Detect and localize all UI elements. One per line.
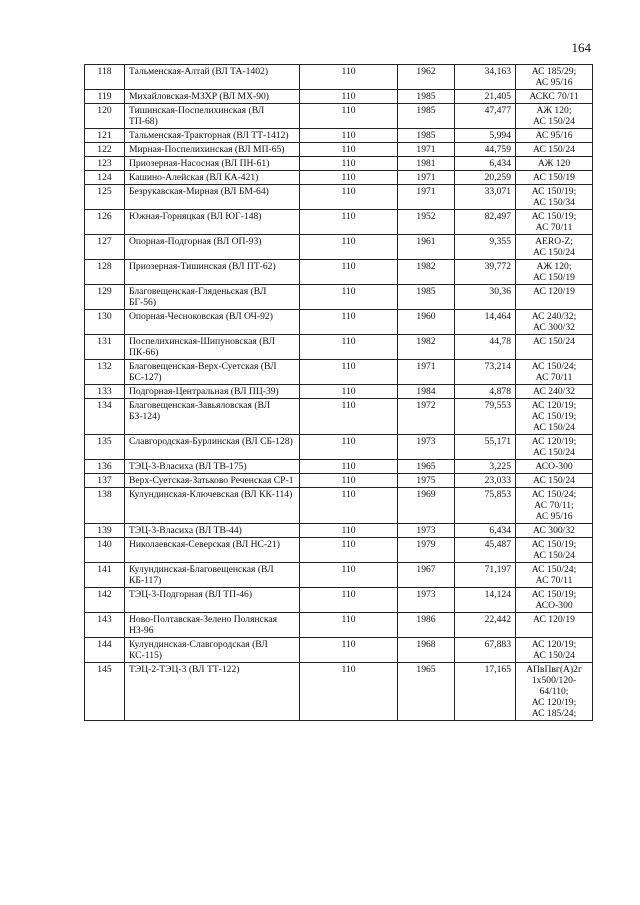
- table-row: [85, 157, 593, 171]
- voltage-cell: 110: [300, 260, 398, 285]
- length-cell: 67,883: [455, 638, 516, 663]
- table-row: [85, 185, 593, 210]
- wire-type-line: АС 70/11: [535, 222, 573, 233]
- wire-type-cell: [516, 185, 593, 210]
- line-name-cell: ТЭЦ-3-Подгорная (ВЛ ТП-46): [125, 588, 300, 613]
- line-name-cell: Ново-Полтавская-Зелено Полянская НЗ-96: [125, 613, 300, 638]
- table-row: [85, 524, 593, 538]
- voltage-cell: 110: [300, 663, 398, 721]
- voltage-cell: 110: [300, 538, 398, 563]
- wire-type-line: АС 120/19;: [531, 400, 577, 411]
- year-cell: 1969: [398, 488, 455, 524]
- wire-type-line: AERO-Z;: [535, 236, 573, 247]
- wire-type-cell: [516, 171, 593, 185]
- wire-type-cell: [516, 104, 593, 129]
- row-number-cell: 131: [85, 335, 125, 360]
- wire-type-line: АС 120/19: [533, 286, 575, 297]
- year-cell: 1971: [398, 143, 455, 157]
- wire-type-line: АС 185/29;: [531, 66, 577, 77]
- wire-type-line: АЖ 120;: [536, 105, 572, 116]
- voltage-cell: 110: [300, 185, 398, 210]
- row-number-cell: 118: [85, 65, 125, 90]
- wire-type-line: АС 150/19;: [531, 186, 577, 197]
- row-number-cell: 143: [85, 613, 125, 638]
- voltage-cell: 110: [300, 235, 398, 260]
- line-name-cell: Кашино-Алейская (ВЛ КА-421): [125, 171, 300, 185]
- voltage-cell: 110: [300, 129, 398, 143]
- wire-type-line: АПвПвг(А)2г: [526, 664, 582, 675]
- year-cell: 1972: [398, 399, 455, 435]
- wire-type-cell: [516, 235, 593, 260]
- wire-type-line: АС 150/24: [533, 247, 575, 258]
- wire-type-line: АЖ 120;: [536, 261, 572, 272]
- length-cell: 6,434: [455, 157, 516, 171]
- voltage-cell: 110: [300, 474, 398, 488]
- voltage-cell: 110: [300, 524, 398, 538]
- table-row: [85, 613, 593, 638]
- voltage-cell: 110: [300, 285, 398, 310]
- line-name-cell: Приозерная-Тишинская (ВЛ ПТ-62): [125, 260, 300, 285]
- year-cell: 1962: [398, 65, 455, 90]
- line-name-cell: Михайловская-МЗХР (ВЛ МХ-90): [125, 90, 300, 104]
- row-number-cell: 142: [85, 588, 125, 613]
- length-cell: 44,759: [455, 143, 516, 157]
- year-cell: 1985: [398, 129, 455, 143]
- year-cell: 1985: [398, 104, 455, 129]
- wire-type-line: АСО-300: [535, 461, 573, 472]
- wire-type-cell: [516, 474, 593, 488]
- table-row: [85, 210, 593, 235]
- wire-type-line: АС 150/24: [533, 336, 575, 347]
- length-cell: 79,553: [455, 399, 516, 435]
- length-cell: 55,171: [455, 435, 516, 460]
- row-number-cell: 128: [85, 260, 125, 285]
- wire-type-line: АС 150/19;: [531, 211, 577, 222]
- wire-type-line: АС 150/24;: [531, 564, 577, 575]
- wire-type-cell: [516, 157, 593, 171]
- line-name-cell: Благовещенская-Верх-Суетская (ВЛ БС-127): [125, 360, 300, 385]
- wire-type-cell: [516, 360, 593, 385]
- row-number-cell: 138: [85, 488, 125, 524]
- voltage-cell: 110: [300, 90, 398, 104]
- wire-type-cell: [516, 310, 593, 335]
- length-cell: 82,497: [455, 210, 516, 235]
- voltage-cell: 110: [300, 563, 398, 588]
- length-cell: 21,405: [455, 90, 516, 104]
- wire-type-cell: [516, 65, 593, 90]
- length-cell: 14,124: [455, 588, 516, 613]
- wire-type-line: АС 150/24;: [531, 489, 577, 500]
- wire-type-line: АЖ 120: [537, 158, 571, 169]
- length-cell: 14,464: [455, 310, 516, 335]
- length-cell: 9,355: [455, 235, 516, 260]
- wire-type-cell: [516, 399, 593, 435]
- row-number-cell: 140: [85, 538, 125, 563]
- wire-type-cell: [516, 588, 593, 613]
- length-cell: 20,259: [455, 171, 516, 185]
- year-cell: 1965: [398, 460, 455, 474]
- wire-type-cell: [516, 129, 593, 143]
- wire-type-line: АС 150/24: [533, 422, 575, 433]
- power-lines-table: [84, 64, 593, 721]
- length-cell: 6,434: [455, 524, 516, 538]
- wire-type-line: АС 150/19;: [531, 411, 577, 422]
- row-number-cell: 130: [85, 310, 125, 335]
- year-cell: 1967: [398, 563, 455, 588]
- row-number-cell: 134: [85, 399, 125, 435]
- line-name-cell: Тальменская-Тракторная (ВЛ ТТ-1412): [125, 129, 300, 143]
- row-number-cell: 132: [85, 360, 125, 385]
- page-number: 164: [571, 40, 591, 55]
- wire-type-cell: [516, 260, 593, 285]
- row-number-cell: 145: [85, 663, 125, 721]
- table-row: [85, 171, 593, 185]
- length-cell: 33,071: [455, 185, 516, 210]
- wire-type-line: АС 120/19;: [531, 436, 577, 447]
- table-row: [85, 399, 593, 435]
- line-name-cell: Кулундинская-Ключевская (ВЛ КК-114): [125, 488, 300, 524]
- wire-type-cell: [516, 285, 593, 310]
- table-row: [85, 90, 593, 104]
- line-name-cell: ТЭЦ-2-ТЭЦ-3 (ВЛ ТТ-122): [125, 663, 300, 721]
- wire-type-cell: [516, 524, 593, 538]
- row-number-cell: 126: [85, 210, 125, 235]
- year-cell: 1979: [398, 538, 455, 563]
- table-row: [85, 235, 593, 260]
- row-number-cell: 123: [85, 157, 125, 171]
- table-row: [85, 563, 593, 588]
- wire-type-cell: [516, 90, 593, 104]
- line-name-cell: Подгорная-Центральная (ВЛ ПЦ-39): [125, 385, 300, 399]
- voltage-cell: 110: [300, 65, 398, 90]
- wire-type-cell: [516, 143, 593, 157]
- wire-type-line: АС 95/16: [535, 511, 573, 522]
- wire-type-cell: [516, 210, 593, 235]
- row-number-cell: 125: [85, 185, 125, 210]
- line-name-cell: Приозерная-Насосная (ВЛ ПН-61): [125, 157, 300, 171]
- voltage-cell: 110: [300, 171, 398, 185]
- year-cell: 1982: [398, 260, 455, 285]
- table-row: [85, 474, 593, 488]
- year-cell: 1986: [398, 613, 455, 638]
- wire-type-line: АС 120/19;: [531, 639, 577, 650]
- wire-type-line: АС 70/11: [535, 372, 573, 383]
- voltage-cell: 110: [300, 613, 398, 638]
- voltage-cell: 110: [300, 360, 398, 385]
- wire-type-cell: [516, 613, 593, 638]
- voltage-cell: 110: [300, 588, 398, 613]
- row-number-cell: 124: [85, 171, 125, 185]
- wire-type-line: АС 240/32;: [531, 311, 577, 322]
- year-cell: 1985: [398, 285, 455, 310]
- length-cell: 4,878: [455, 385, 516, 399]
- line-name-cell: ТЭЦ-3-Власиха (ВЛ ТВ-44): [125, 524, 300, 538]
- length-cell: 30,36: [455, 285, 516, 310]
- table-row: [85, 538, 593, 563]
- length-cell: 22,442: [455, 613, 516, 638]
- row-number-cell: 129: [85, 285, 125, 310]
- line-name-cell: Южная-Горняцкая (ВЛ ЮГ-148): [125, 210, 300, 235]
- voltage-cell: 110: [300, 385, 398, 399]
- wire-type-line: АС 150/19: [533, 272, 575, 283]
- wire-type-line: АС 150/24: [533, 144, 575, 155]
- wire-type-line: АС 120/19;: [531, 697, 577, 708]
- line-name-cell: Благовещенская-Гляденьская (ВЛ БГ-56): [125, 285, 300, 310]
- wire-type-cell: [516, 435, 593, 460]
- year-cell: 1985: [398, 90, 455, 104]
- row-number-cell: 127: [85, 235, 125, 260]
- line-name-cell: Тальменская-Алтай (ВЛ ТА-1402): [125, 65, 300, 90]
- table-row: [85, 360, 593, 385]
- voltage-cell: 110: [300, 157, 398, 171]
- line-name-cell: ТЭЦ-3-Власиха (ВЛ ТВ-175): [125, 460, 300, 474]
- row-number-cell: 133: [85, 385, 125, 399]
- wire-type-cell: [516, 335, 593, 360]
- line-name-cell: Опорная-Чесноковская (ВЛ ОЧ-92): [125, 310, 300, 335]
- table-row: [85, 663, 593, 721]
- length-cell: 17,165: [455, 663, 516, 721]
- table-row: [85, 260, 593, 285]
- wire-type-line: АСКС 70/11: [529, 91, 579, 102]
- line-name-cell: Кулундинская-Славгородская (ВЛ КС-115): [125, 638, 300, 663]
- wire-type-line: АС 150/34: [533, 197, 575, 208]
- wire-type-cell: [516, 538, 593, 563]
- table-row: [85, 143, 593, 157]
- year-cell: 1971: [398, 185, 455, 210]
- voltage-cell: 110: [300, 460, 398, 474]
- wire-type-cell: [516, 563, 593, 588]
- voltage-cell: 110: [300, 104, 398, 129]
- table-row: [85, 385, 593, 399]
- line-name-cell: Поспелихинская-Шипуновская (ВЛ ПК-66): [125, 335, 300, 360]
- wire-type-line: АС 150/24: [533, 550, 575, 561]
- voltage-cell: 110: [300, 488, 398, 524]
- voltage-cell: 110: [300, 399, 398, 435]
- table-row: [85, 285, 593, 310]
- line-name-cell: Опорная-Подгорная (ВЛ ОП-93): [125, 235, 300, 260]
- voltage-cell: 110: [300, 435, 398, 460]
- length-cell: 75,853: [455, 488, 516, 524]
- year-cell: 1973: [398, 588, 455, 613]
- wire-type-cell: [516, 460, 593, 474]
- length-cell: 23,033: [455, 474, 516, 488]
- length-cell: 44,78: [455, 335, 516, 360]
- row-number-cell: 120: [85, 104, 125, 129]
- row-number-cell: 121: [85, 129, 125, 143]
- table-row: [85, 460, 593, 474]
- voltage-cell: 110: [300, 335, 398, 360]
- wire-type-line: АС 150/19;: [531, 539, 577, 550]
- line-name-cell: Верх-Суетская-Затьково Реченская СР-1: [125, 474, 300, 488]
- year-cell: 1968: [398, 638, 455, 663]
- wire-type-line: 1х500/120-: [531, 675, 577, 686]
- year-cell: 1971: [398, 360, 455, 385]
- wire-type-line: АС 300/32: [533, 322, 575, 333]
- line-name-cell: Кулундинская-Благовещенская (ВЛ КБ-117): [125, 563, 300, 588]
- wire-type-line: АС 150/19: [533, 172, 575, 183]
- row-number-cell: 119: [85, 90, 125, 104]
- table-row: [85, 129, 593, 143]
- wire-type-cell: [516, 638, 593, 663]
- line-name-cell: Безрукавская-Мирная (ВЛ БМ-64): [125, 185, 300, 210]
- table-row: [85, 435, 593, 460]
- row-number-cell: 135: [85, 435, 125, 460]
- year-cell: 1975: [398, 474, 455, 488]
- wire-type-line: АС 70/11;: [534, 500, 574, 511]
- wire-type-line: АСО-300: [535, 600, 573, 611]
- line-name-cell: Благовещенская-Завьяловская (ВЛ БЗ-124): [125, 399, 300, 435]
- year-cell: 1982: [398, 335, 455, 360]
- wire-type-cell: [516, 488, 593, 524]
- length-cell: 73,214: [455, 360, 516, 385]
- row-number-cell: 139: [85, 524, 125, 538]
- length-cell: 47,477: [455, 104, 516, 129]
- line-name-cell: Мирная-Поспелихинская (ВЛ МП-65): [125, 143, 300, 157]
- wire-type-line: АС 150/24: [533, 475, 575, 486]
- length-cell: 3,225: [455, 460, 516, 474]
- wire-type-line: АС 70/11: [535, 575, 573, 586]
- table-row: [85, 310, 593, 335]
- line-name-cell: Тишинская-Поспелихинская (ВЛ ТП-68): [125, 104, 300, 129]
- voltage-cell: 110: [300, 143, 398, 157]
- length-cell: 34,163: [455, 65, 516, 90]
- length-cell: 5,994: [455, 129, 516, 143]
- voltage-cell: 110: [300, 210, 398, 235]
- voltage-cell: 110: [300, 638, 398, 663]
- line-name-cell: Николаевская-Северская (ВЛ НС-21): [125, 538, 300, 563]
- year-cell: 1952: [398, 210, 455, 235]
- length-cell: 71,197: [455, 563, 516, 588]
- table-row: [85, 65, 593, 90]
- length-cell: 39,772: [455, 260, 516, 285]
- wire-type-line: АС 95/16: [535, 77, 573, 88]
- year-cell: 1973: [398, 435, 455, 460]
- wire-type-line: АС 150/24: [533, 116, 575, 127]
- year-cell: 1973: [398, 524, 455, 538]
- wire-type-line: АС 150/24;: [531, 361, 577, 372]
- wire-type-line: 64/110;: [539, 686, 569, 697]
- wire-type-line: АС 185/24;: [531, 708, 577, 719]
- row-number-cell: 122: [85, 143, 125, 157]
- line-name-cell: Славгородская-Бурлинская (ВЛ СБ-128): [125, 435, 300, 460]
- wire-type-line: АС 150/24: [533, 447, 575, 458]
- wire-type-line: АС 240/32: [533, 386, 575, 397]
- table-row: [85, 638, 593, 663]
- row-number-cell: 136: [85, 460, 125, 474]
- table-row: [85, 488, 593, 524]
- wire-type-cell: [516, 385, 593, 399]
- wire-type-line: АС 120/19: [533, 614, 575, 625]
- wire-type-line: АС 95/16: [535, 130, 573, 141]
- year-cell: 1965: [398, 663, 455, 721]
- year-cell: 1960: [398, 310, 455, 335]
- year-cell: 1971: [398, 171, 455, 185]
- wire-type-cell: [516, 663, 593, 721]
- voltage-cell: 110: [300, 310, 398, 335]
- row-number-cell: 137: [85, 474, 125, 488]
- wire-type-line: АС 150/19;: [531, 589, 577, 600]
- row-number-cell: 144: [85, 638, 125, 663]
- table-row: [85, 104, 593, 129]
- year-cell: 1961: [398, 235, 455, 260]
- table-row: [85, 335, 593, 360]
- wire-type-line: АС 150/24: [533, 650, 575, 661]
- wire-type-line: АС 300/32: [533, 525, 575, 536]
- row-number-cell: 141: [85, 563, 125, 588]
- length-cell: 45,487: [455, 538, 516, 563]
- year-cell: 1984: [398, 385, 455, 399]
- table-row: [85, 588, 593, 613]
- year-cell: 1981: [398, 157, 455, 171]
